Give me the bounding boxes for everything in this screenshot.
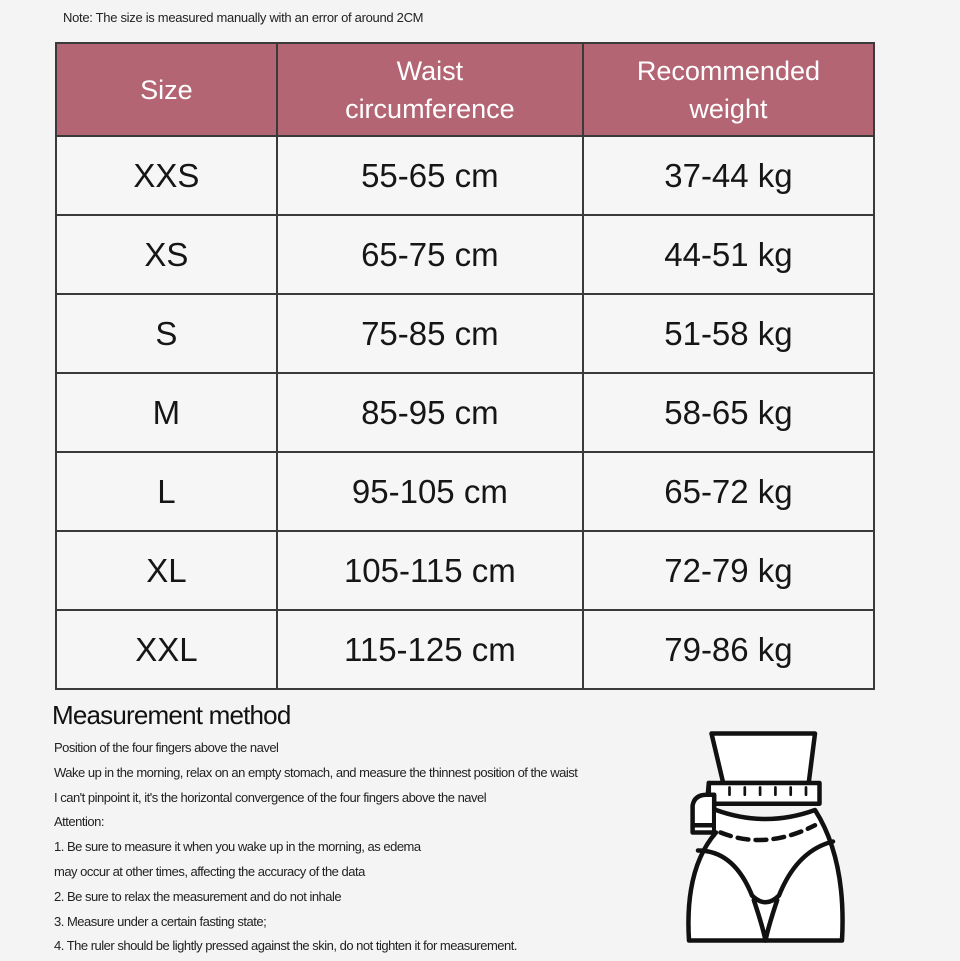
cell-waist: 75-85 cm <box>277 294 583 373</box>
cell-weight: 72-79 kg <box>583 531 874 610</box>
table-row <box>56 452 874 531</box>
cell-waist: 115-125 cm <box>277 610 583 689</box>
cell-size: L <box>56 452 277 531</box>
header-size: Size <box>56 43 277 136</box>
instruction-line: may occur at other times, affecting the accuracy of the data <box>54 863 365 879</box>
cell-weight: 37-44 kg <box>583 136 874 215</box>
cell-size: S <box>56 294 277 373</box>
measurement-method-title: Measurement method <box>52 700 291 730</box>
cell-weight: 51-58 kg <box>583 294 874 373</box>
instruction-line: I can't pinpoint it, it's the horizontal convergence of the four fingers above the navel <box>54 789 487 805</box>
instruction-line: Position of the four fingers above the navel <box>54 740 279 755</box>
size-chart-table <box>55 42 875 690</box>
cell-size: XS <box>56 215 277 294</box>
cell-waist: 65-75 cm <box>277 215 583 294</box>
cell-weight: 44-51 kg <box>583 215 874 294</box>
waist-measuring-tape-icon <box>680 710 860 955</box>
cell-waist: 55-65 cm <box>277 136 583 215</box>
table-header-row <box>56 43 874 136</box>
cell-size: XL <box>56 531 277 610</box>
table-row <box>56 531 874 610</box>
measurement-instructions <box>54 738 577 961</box>
table-row <box>56 373 874 452</box>
cell-size: M <box>56 373 277 452</box>
instruction-line: 3. Measure under a certain fasting state; <box>54 913 267 929</box>
table-row <box>56 610 874 689</box>
cell-waist: 85-95 cm <box>277 373 583 452</box>
table-row <box>56 215 874 294</box>
cell-waist: 105-115 cm <box>277 531 583 610</box>
cell-waist: 95-105 cm <box>277 452 583 531</box>
table-row <box>56 136 874 215</box>
instruction-line: 2. Be sure to relax the measurement and do not inhale <box>54 888 342 904</box>
table-row <box>56 294 874 373</box>
instruction-line: Wake up in the morning, relax on an empty stomach, and measure the thinnest position of the waist <box>54 764 578 780</box>
instruction-line: 1. Be sure to measure it when you wake up in the morning, as edema <box>54 839 421 855</box>
cell-weight: 65-72 kg <box>583 452 874 531</box>
header-waist-circumference: Waist circumference <box>277 43 583 136</box>
cell-size: XXS <box>56 136 277 215</box>
header-recommended-weight: Recommended weight <box>583 43 874 136</box>
cell-weight: 79-86 kg <box>583 610 874 689</box>
instruction-line: Attention: <box>54 814 104 830</box>
instruction-line: 4. The ruler should be lightly pressed against the skin, do not tighten it for measurement. <box>54 938 517 954</box>
cell-size: XXL <box>56 610 277 689</box>
measurement-error-note: Note: The size is measured manually with an error of around 2CM <box>63 10 424 25</box>
cell-weight: 58-65 kg <box>583 373 874 452</box>
